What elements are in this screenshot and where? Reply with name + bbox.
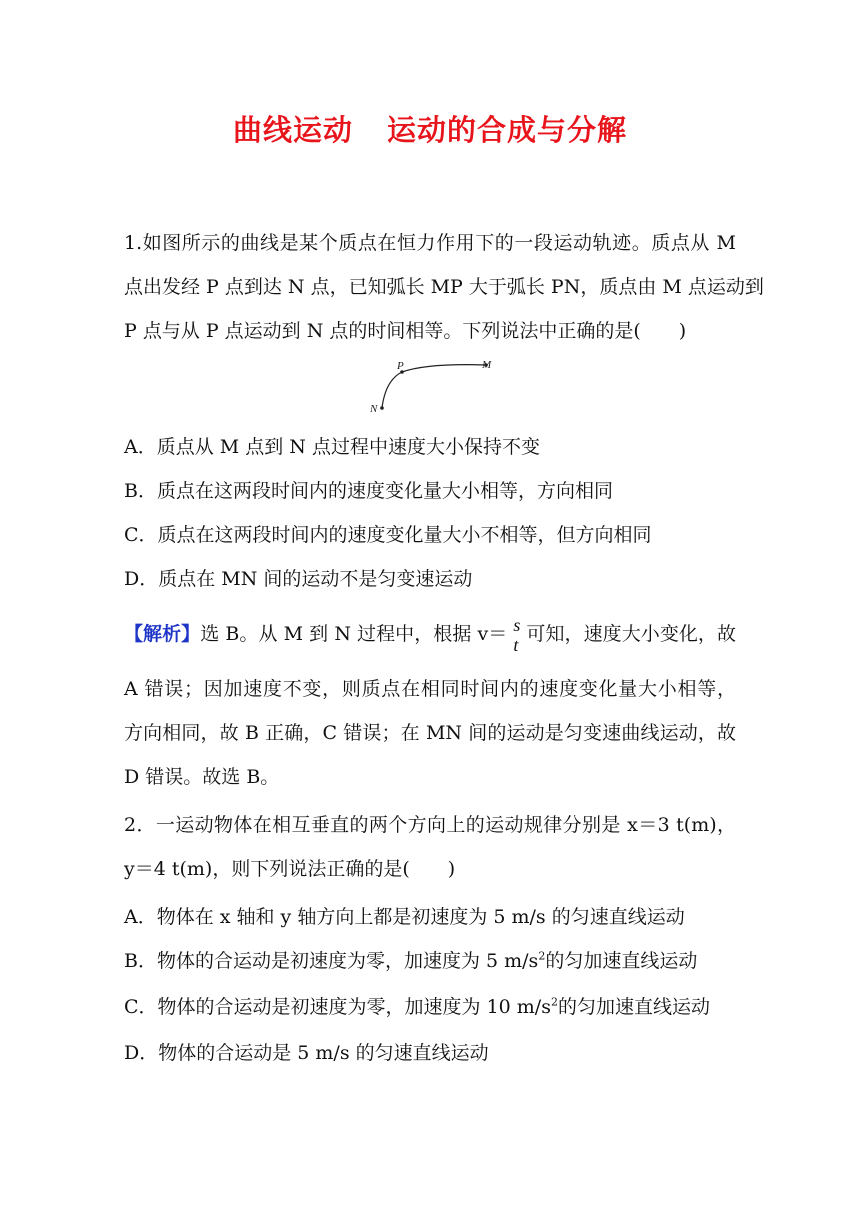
analysis-tag: 【解析】 — [124, 623, 201, 645]
q1-option-a: A．质点从 M 点到 N 点过程中速度大小保持不变 — [124, 436, 540, 458]
title-part2: 运动的合成与分解 — [387, 113, 628, 147]
q1-analysis-line1 — [124, 612, 736, 656]
q1-stem-line3: P 点与从 P 点运动到 N 点的时间相等。下列说法中正确的是( ) — [124, 320, 687, 342]
q2-option-b-text: B．物体的合运动是初速度为零，加速度为 5 m/s — [124, 950, 539, 972]
q1-analysis-line2: A 错误；因加速度不变，则质点在相同时间内的速度变化量大小相等， — [124, 678, 736, 700]
q2-option-c-exponent: 2 — [550, 995, 558, 1009]
q1-stem-line1: 1.如图所示的曲线是某个质点在恒力作用下的一段运动轨迹。质点从 M — [124, 232, 736, 254]
analysis-text-a: 选 B。从 M 到 N 过程中，根据 v＝ — [200, 623, 508, 645]
page-title — [0, 108, 860, 149]
point-m-label: M — [482, 359, 492, 371]
q2-stem-line2: y＝4 t(m)，则下列说法正确的是( ) — [124, 858, 456, 880]
q2-option-d: D．物体的合运动是 5 m/s 的匀速直线运动 — [124, 1042, 489, 1064]
trajectory-figure — [362, 352, 512, 418]
q1-analysis-line4: D 错误。故选 B。 — [124, 766, 280, 788]
q2-option-b — [124, 948, 697, 974]
q1-option-d: D．质点在 MN 间的运动不是匀变速运动 — [124, 568, 473, 590]
fraction-numerator: s — [513, 615, 521, 635]
title-part1: 曲线运动 — [232, 113, 353, 147]
q2-option-c — [124, 994, 710, 1020]
q2-option-a: A．物体在 x 轴和 y 轴方向上都是初速度为 5 m/s 的匀速直线运动 — [124, 906, 685, 928]
point-p-label: P — [397, 360, 404, 372]
q2-option-b-end: 的匀加速直线运动 — [545, 950, 698, 972]
q2-stem-line1: 2．一运动物体在相互垂直的两个方向上的运动规律分别是 x＝3 t(m)， — [124, 814, 736, 836]
q2-option-c-end: 的匀加速直线运动 — [557, 996, 710, 1018]
point-n-label: N — [370, 403, 378, 415]
q1-option-b: B．质点在这两段时间内的速度变化量大小相等，方向相同 — [124, 480, 613, 502]
q2-option-c-text: C．物体的合运动是初速度为零，加速度为 10 m/s — [124, 996, 551, 1018]
fraction-denominator: t — [513, 635, 519, 655]
q1-analysis-line3: 方向相同，故 B 正确，C 错误；在 MN 间的运动是匀变速曲线运动，故 — [124, 722, 736, 744]
analysis-text-b: 可知，速度大小变化，故 — [526, 623, 736, 645]
velocity-fraction — [513, 615, 520, 655]
q2-option-b-exponent: 2 — [538, 949, 546, 963]
point-n-dot — [380, 406, 384, 410]
q1-stem-line2: 点出发经 P 点到达 N 点，已知弧长 MP 大于弧长 PN，质点由 M 点运动到 — [124, 276, 764, 298]
q1-option-c: C．质点在这两段时间内的速度变化量大小不相等，但方向相同 — [124, 524, 652, 546]
